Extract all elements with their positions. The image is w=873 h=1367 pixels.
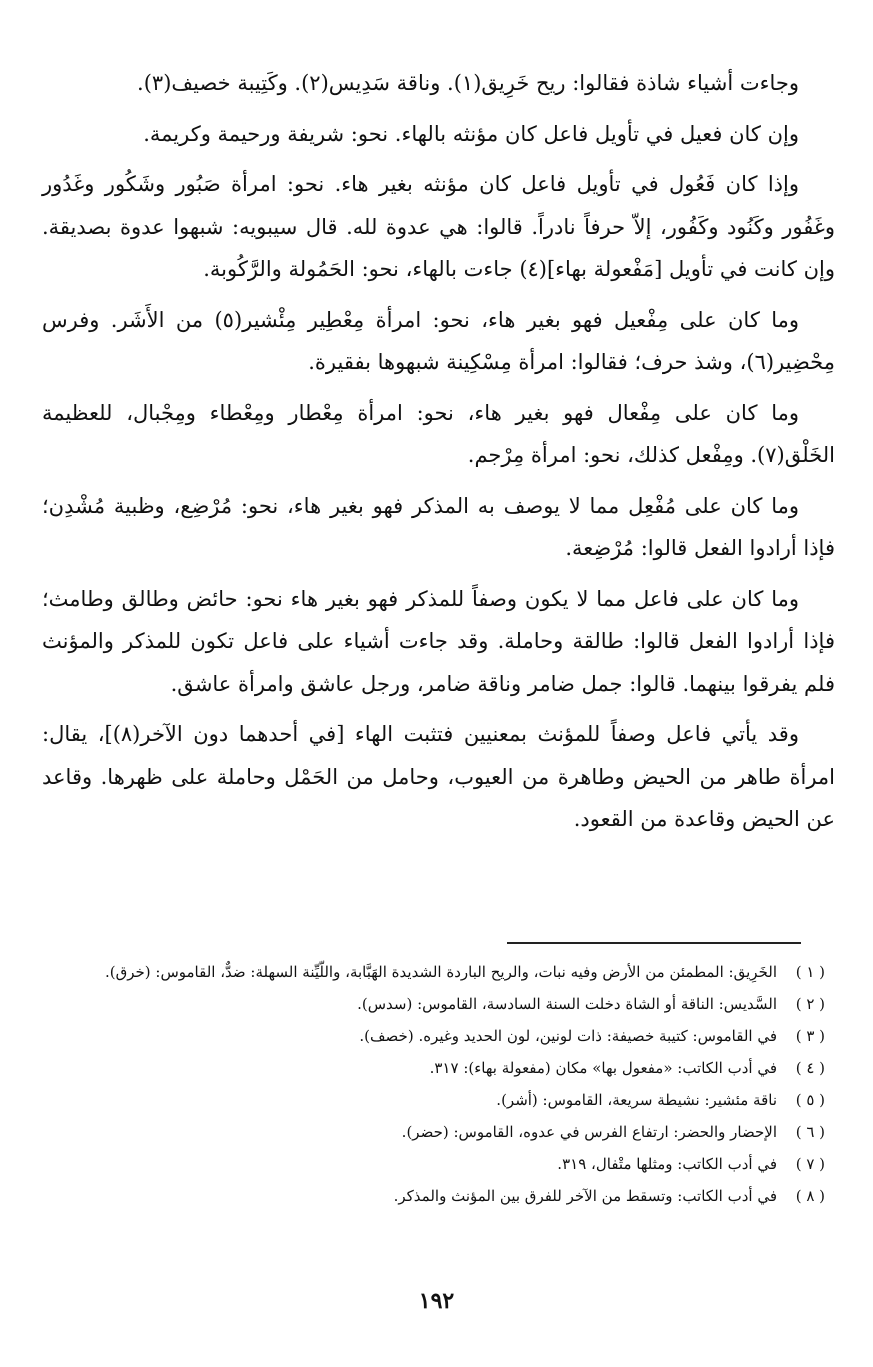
footnote <box>40 1180 825 1212</box>
footnote-text: في أدب الكاتب: وتسقط من الآخر للفرق بين المؤنث والمذكر. <box>393 1187 777 1205</box>
footnote-number: ( ٦ ) <box>795 1123 825 1141</box>
footnote-text: الخَرِيق: المطمئن من الأرض وفيه نبات، والريح الباردة الشديدة الهَبَّابة، واللّيِّنة السهلة: ضدٌّ، القاموس: (خرق). <box>104 963 777 981</box>
footnote-number: ( ٥ ) <box>795 1091 825 1109</box>
footnote-number: ( ٧ ) <box>795 1155 825 1173</box>
footnote-number: ( ٨ ) <box>795 1187 825 1205</box>
footnote <box>40 988 825 1020</box>
paragraph: وقد يأتي فاعل وصفاً للمؤنث بمعنيين فتثبت الهاء [في أحدهما دون الآخر(٨)]، يقال: امرأة طاهر من الحيض وطاهرة من العيوب، وحامل من الحَمْل وحاملة على ظهرها. وقاعد عن الحيض وقاعدة من القعود. <box>42 722 835 831</box>
footnote-text: في أدب الكاتب: ومثلها متْفال، ٣١٩. <box>557 1155 777 1173</box>
paragraph: وما كان على مِفْعيل فهو بغير هاء، نحو: امرأة مِعْطِير مِئْشير(٥) من الأَشَر. وفرس مِحْضِير(٦)، وشذ حرف؛ فقالوا: امرأة مِسْكِينة شبهوها بفقيرة. <box>42 307 835 374</box>
footnote-separator <box>507 942 801 944</box>
paragraph: وجاءت أشياء شاذة فقالوا: ريح خَرِيق(١). وناقة سَدِيس(٢). وكَتِيبة خصيف(٣). <box>137 71 799 95</box>
footnote <box>40 1052 825 1084</box>
paragraph: وما كان على فاعل مما لا يكون وصفاً للمذكر فهو بغير هاء نحو: حائض وطالق وطامث؛ فإذا أرادوا الفعل قالوا: طالقة وحاملة. وقد جاءت أشياء على فاعل تكون للمذكر والمؤنث فلم يفرقوا بينهما. قالوا: جمل ضامر وناقة ضامر، ورجل عاشق وامرأة عاشق. <box>42 586 835 696</box>
footnote <box>40 1116 825 1148</box>
footnote-text: ناقة مئشير: نشيطة سريعة، القاموس: (أشر). <box>496 1091 777 1109</box>
footnote <box>40 1084 825 1116</box>
footnote-number: ( ٤ ) <box>795 1059 825 1077</box>
footnote-text: في القاموس: كتيبة خصيفة: ذات لونين، لون الحديد وغيره. (خصف). <box>359 1027 777 1045</box>
footnote-text: في أدب الكاتب: «مفعول بها» مكان (مفعولة بهاء): ٣١٧. <box>429 1059 777 1077</box>
footnote-number: ( ٣ ) <box>795 1027 825 1045</box>
paragraph: وإذا كان فَعُول في تأويل فاعل كان مؤنثه بغير هاء. نحو: امرأة صَبُور وشَكُور وغَدُور وغَفُور وكَنُود وكَفُور، إلاّ حرفاً نادراً. قالوا: هي عدوة لله. قال سيبويه: شبهوا عدوة بصديقة. وإن كانت في تأويل [مَفْعولة بهاء](٤) جاءت بالهاء، نحو: الحَمُولة والرَّكُوبة. <box>42 172 835 281</box>
footnote-text: السَّديس: الناقة أو الشاة دخلت السنة السادسة، القاموس: (سدس). <box>357 995 777 1013</box>
footnote <box>40 956 825 988</box>
footnote-number: ( ١ ) <box>795 963 825 981</box>
main-text <box>42 62 835 849</box>
paragraph: وإن كان فعيل في تأويل فاعل كان مؤنثه بالهاء. نحو: شريفة ورحيمة وكريمة. <box>143 121 799 146</box>
footnote <box>40 1020 825 1052</box>
footnote <box>40 1148 825 1180</box>
page-number: ١٩٢ <box>418 1288 455 1314</box>
footnote-text: الإحضار والحضر: ارتفاع الفرس في عدوه، القاموس: (حضر). <box>401 1123 777 1141</box>
footnote-number: ( ٢ ) <box>795 995 825 1013</box>
paragraph: وما كان على مُفْعِل مما لا يوصف به المذكر فهو بغير هاء، نحو: مُرْضِع، وظبية مُشْدِن؛ فإذا أرادوا الفعل قالوا: مُرْضِعة. <box>42 493 835 560</box>
paragraph: وما كان على مِفْعال فهو بغير هاء، نحو: امرأة مِعْطار ومِعْطاء ومِجْبال، للعظيمة الخَلْق(٧). ومِفْعل كذلك، نحو: امرأة مِرْجم. <box>42 400 835 467</box>
footnotes <box>40 956 825 1212</box>
